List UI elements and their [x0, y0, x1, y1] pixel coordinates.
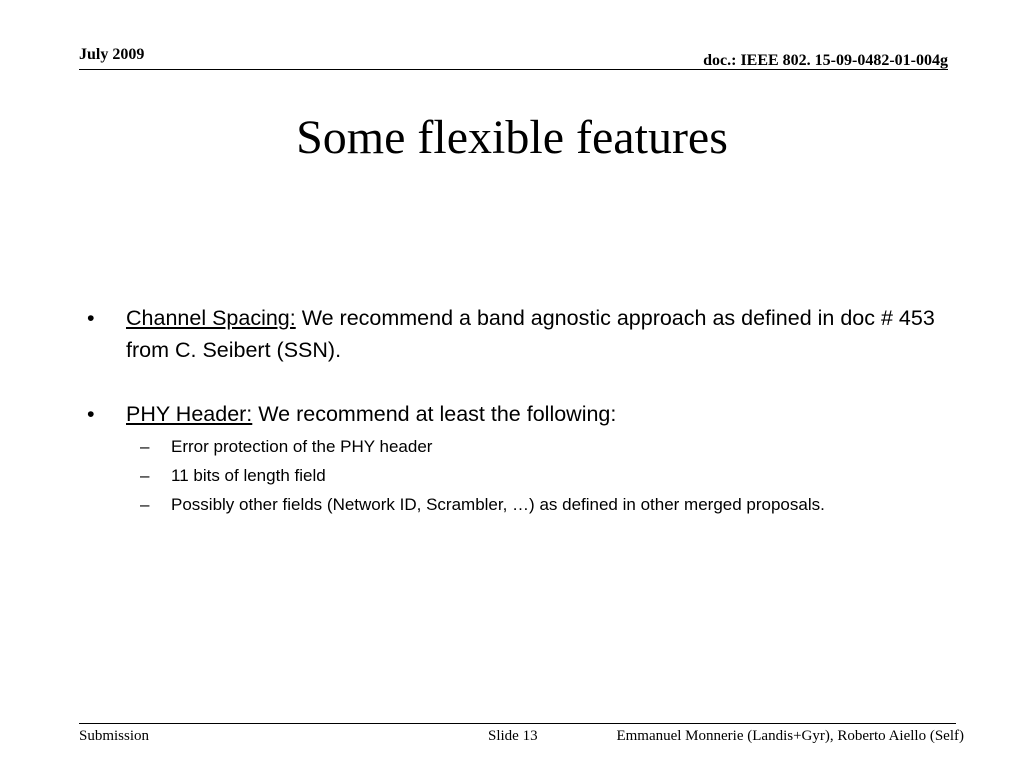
header-divider — [79, 69, 948, 70]
bullet-list — [87, 302, 967, 519]
sub-bullet-item — [87, 432, 967, 461]
bullet-label: Channel Spacing: — [126, 306, 296, 330]
bullet-channel-spacing — [87, 302, 967, 366]
header-doc-id: doc.: IEEE 802. 15-09-0482-01-004g — [703, 52, 948, 69]
bullet-icon: • — [87, 402, 95, 426]
sub-bullet-text: Error protection of the PHY header — [171, 437, 433, 456]
bullet-phy-header — [87, 398, 967, 430]
sub-bullet-text: Possibly other fields (Network ID, Scrambler, …) as defined in other merged proposals. — [171, 495, 825, 514]
sub-bullet-list — [87, 432, 967, 519]
sub-bullet-item — [87, 461, 967, 490]
sub-bullet-text: 11 bits of length field — [171, 466, 326, 485]
bullet-label: PHY Header: — [126, 402, 253, 426]
dash-icon: – — [140, 495, 150, 514]
slide-title: Some flexible features — [296, 111, 728, 164]
sub-bullet-item — [87, 490, 967, 519]
footer-divider — [79, 723, 956, 724]
footer-authors: Emmanuel Monnerie (Landis+Gyr), Roberto Aiello (Self) — [616, 728, 964, 744]
header-date: July 2009 — [79, 46, 145, 63]
bullet-text: We recommend at least the following: — [252, 402, 617, 426]
dash-icon: – — [140, 437, 150, 456]
bullet-icon: • — [87, 306, 95, 330]
footer-submission: Submission — [79, 728, 150, 744]
footer-slide-number: Slide 13 — [488, 728, 538, 744]
dash-icon: – — [140, 466, 150, 485]
bullet-text: We recommend a band agnostic approach as defined in doc # 453 from C. Seibert (SSN). — [126, 306, 935, 362]
